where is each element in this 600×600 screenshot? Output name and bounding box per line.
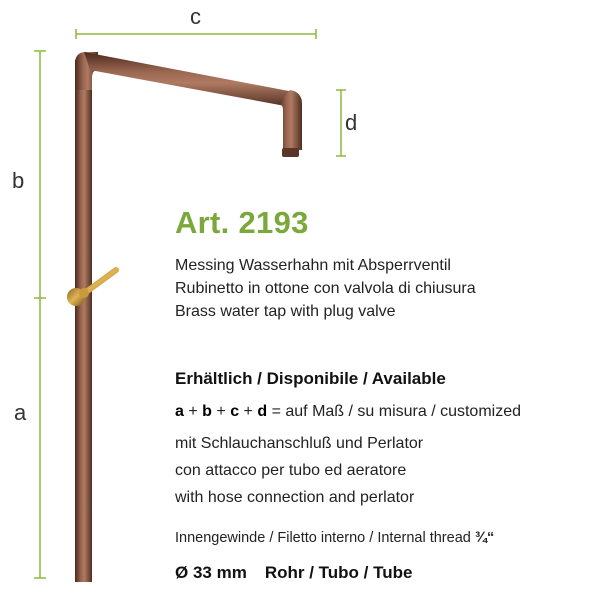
formula-b: b <box>202 403 212 420</box>
availability-title: Erhältlich / Disponibile / Available <box>175 369 446 388</box>
tube-spec <box>175 563 412 583</box>
thread-spec <box>175 530 494 546</box>
feature-it: con attacco per tubo ed aeratore <box>175 462 407 479</box>
formula-a: a <box>175 403 184 420</box>
dimension-label-c: c <box>190 4 201 29</box>
dimension-label-d: d <box>345 110 358 135</box>
feature-de: mit Schlauchanschluß und Perlator <box>175 435 424 452</box>
article-title: Art. 2193 <box>175 205 309 240</box>
thread-text: Innengewinde / Filetto interno / Internal thread <box>175 530 471 546</box>
formula-plus: + <box>216 403 226 420</box>
formula-plus: + <box>243 403 253 420</box>
dimension-label-b: b <box>12 168 25 193</box>
horizontal-arm <box>84 52 302 108</box>
thread-size: ¾“ <box>474 530 495 546</box>
formula-text: auf Maß / su misura / customized <box>285 403 522 420</box>
description-de: Messing Wasserhahn mit Absperrventil <box>175 257 451 274</box>
tube-diameter: Ø 33 mm <box>175 563 247 582</box>
description-en: Brass water tap with plug valve <box>175 303 396 320</box>
dimension-label-a: a <box>14 400 27 425</box>
spout-tip <box>282 148 299 157</box>
vertical-tube <box>75 60 92 582</box>
formula-d: d <box>257 403 268 420</box>
tube-label: Rohr / Tubo / Tube <box>264 563 413 582</box>
formula-c: c <box>230 403 240 420</box>
description-it: Rubinetto in ottone con valvola di chiusura <box>175 280 476 297</box>
feature-en: with hose connection and perlator <box>175 489 415 506</box>
formula-equals: = <box>271 403 281 420</box>
formula-plus: + <box>188 403 198 420</box>
dimension-formula <box>175 403 521 421</box>
